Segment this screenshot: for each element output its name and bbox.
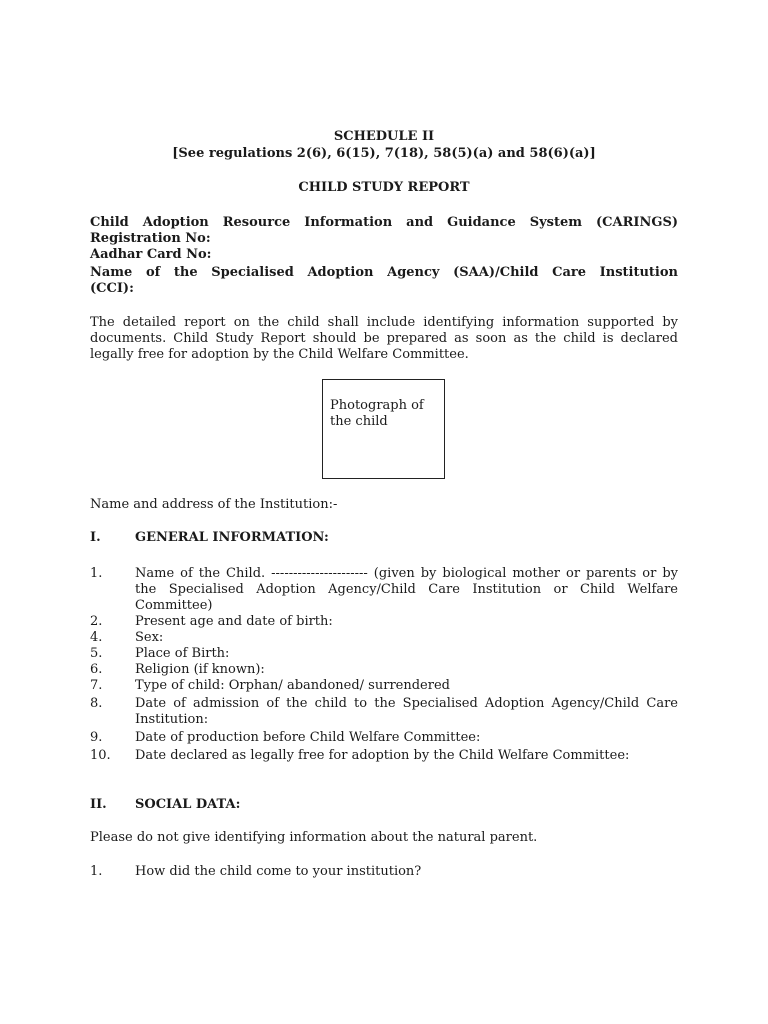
list-item-number: 9. xyxy=(90,730,103,745)
list-item xyxy=(90,566,678,614)
list-item-number: 7. xyxy=(90,678,103,693)
agency-label-line1: Name of the Specialised Adoption Agency (SAA)/Child Care Institution xyxy=(90,265,678,280)
list-item xyxy=(90,614,678,630)
social-data-note: Please do not give identifying information about the natural parent. xyxy=(90,830,538,845)
carings-registration-label: Registration No: xyxy=(90,231,211,246)
photograph-placeholder-box xyxy=(322,379,445,479)
list-item-text: Date of production before Child Welfare Committee: xyxy=(135,730,481,745)
section-title: SOCIAL DATA: xyxy=(135,797,241,812)
list-item-number: 1. xyxy=(90,864,103,879)
list-item-text: Name of the Child. ---------------------- (given by biological mother or parents or by the Specialised Adoption Agency/Child Care Institution or Child Welfare Committee) xyxy=(135,566,678,613)
list-item-text: How did the child come to your institution? xyxy=(135,864,422,879)
list-item xyxy=(90,864,678,880)
section-number: II. xyxy=(90,797,107,812)
section-number: I. xyxy=(90,530,101,545)
aadhar-card-label: Aadhar Card No: xyxy=(90,247,212,262)
regulations-reference: [See regulations 2(6), 6(15), 7(18), 58(5)(a) and 58(6)(a)] xyxy=(172,146,596,161)
list-item-text: Religion (if known): xyxy=(135,662,265,677)
list-item xyxy=(90,630,678,646)
intro-paragraph: The detailed report on the child shall include identifying information supported by documents. Child Study Report should be prepared as soon as the child is declared legally free for adoption by the Child Welfare Committee. xyxy=(90,315,678,362)
list-item-text: Sex: xyxy=(135,630,164,645)
list-item-number: 4. xyxy=(90,630,103,645)
agency-label-line2: (CCI): xyxy=(90,281,134,296)
list-item-number: 5. xyxy=(90,646,103,661)
list-item xyxy=(90,696,678,728)
report-title: CHILD STUDY REPORT xyxy=(298,180,470,195)
list-item-number: 6. xyxy=(90,662,103,677)
list-item xyxy=(90,662,678,678)
list-item-number: 1. xyxy=(90,566,103,581)
list-item xyxy=(90,678,678,694)
general-information-list xyxy=(90,566,678,764)
list-item-number: 8. xyxy=(90,696,103,711)
list-item-number: 2. xyxy=(90,614,103,629)
list-item xyxy=(90,748,678,764)
section-title: GENERAL INFORMATION: xyxy=(135,530,329,545)
list-item-text: Date declared as legally free for adoption by the Child Welfare Committee: xyxy=(135,748,630,763)
list-item-text: Date of admission of the child to the Specialised Adoption Agency/Child Care Institution: xyxy=(135,696,678,727)
list-item-text: Type of child: Orphan/ abandoned/ surrendered xyxy=(135,678,450,693)
carings-label-line1: Child Adoption Resource Information and Guidance System (CARINGS) xyxy=(90,215,678,230)
list-item-text: Present age and date of birth: xyxy=(135,614,333,629)
list-item xyxy=(90,730,678,746)
list-item-number: 10. xyxy=(90,748,111,763)
list-item-text: Place of Birth: xyxy=(135,646,230,661)
institution-name-address-label: Name and address of the Institution:- xyxy=(90,497,338,512)
social-data-list xyxy=(90,864,678,880)
schedule-title: SCHEDULE II xyxy=(333,129,435,144)
list-item xyxy=(90,646,678,662)
photograph-placeholder-label: Photograph of the child xyxy=(330,398,424,429)
